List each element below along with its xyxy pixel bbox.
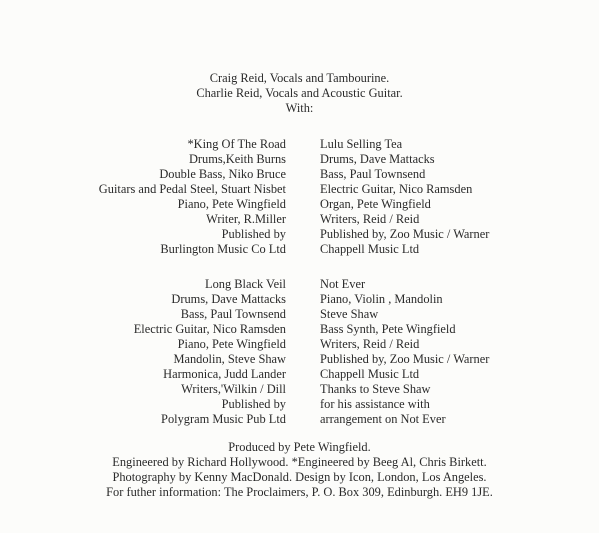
credit-line: for his assistance with [320, 397, 430, 411]
credit-line: Drums, Dave Mattacks [320, 152, 435, 166]
footer-credits [0, 440, 599, 500]
credit-line: Not Ever [320, 277, 366, 291]
section1-left-column [99, 137, 286, 257]
credit-line: Writers, Reid / Reid [320, 337, 420, 351]
credit-line: Electric Guitar, Nico Ramsden [133, 322, 286, 336]
header-line: Craig Reid, Vocals and Tambourine. [209, 71, 390, 85]
header-line: Charlie Reid, Vocals and Acoustic Guitar. [196, 86, 403, 100]
credit-line: Writers, Reid / Reid [320, 212, 420, 226]
credit-line: Long Black Veil [205, 277, 286, 291]
footer-line: For futher information: The Proclaimers, P. O. Box 309, Edinburgh. EH9 1JE. [106, 485, 493, 499]
credit-line: Piano, Violin , Mandolin [320, 292, 443, 306]
credit-line: Chappell Music Ltd [320, 242, 420, 256]
footer-line: Photography by Kenny MacDonald. Design by Icon, London, Los Angeles. [112, 470, 487, 484]
credit-line: Bass, Paul Townsend [180, 307, 286, 321]
credit-line: Double Bass, Niko Bruce [159, 167, 286, 181]
credit-line: Bass Synth, Pete Wingfield [320, 322, 456, 336]
header-line: With: [285, 101, 314, 115]
credit-line: Thanks to Steve Shaw [320, 382, 431, 396]
credit-line: arrangement on Not Ever [320, 412, 446, 426]
credit-line: Published by, Zoo Music / Warner [320, 227, 490, 241]
credit-line: Electric Guitar, Nico Ramsden [320, 182, 473, 196]
credit-line: Piano, Pete Wingfield [177, 197, 286, 211]
credit-line: Published by [221, 397, 286, 411]
credit-line: Organ, Pete Wingfield [320, 197, 431, 211]
section1-right-column [320, 137, 489, 257]
credit-line: Lulu Selling Tea [320, 137, 403, 151]
credit-line: Burlington Music Co Ltd [160, 242, 286, 256]
credit-line: Piano, Pete Wingfield [177, 337, 286, 351]
credit-line: Polygram Music Pub Ltd [161, 412, 286, 426]
header-credits [0, 71, 599, 116]
footer-line: Produced by Pete Wingfield. [228, 440, 371, 454]
credit-line: Chappell Music Ltd [320, 367, 420, 381]
credit-line: Published by, Zoo Music / Warner [320, 352, 490, 366]
credit-line: Steve Shaw [320, 307, 379, 321]
footer-line: Engineered by Richard Hollywood. *Engineered by Beeg Al, Chris Birkett. [112, 455, 487, 469]
credit-line: Mandolin, Steve Shaw [173, 352, 286, 366]
credit-line: Guitars and Pedal Steel, Stuart Nisbet [98, 182, 286, 196]
credit-line: Drums, Dave Mattacks [171, 292, 286, 306]
credit-line: *King Of The Road [187, 137, 286, 151]
credit-line: Writer, R.Miller [206, 212, 286, 226]
section2-left-column [134, 277, 286, 427]
credit-line: Bass, Paul Townsend [320, 167, 426, 181]
credit-line: Published by [221, 227, 286, 241]
credit-line: Drums,Keith Burns [188, 152, 286, 166]
credit-line: Harmonica, Judd Lander [163, 367, 286, 381]
section2-right-column [320, 277, 489, 427]
credit-line: Writers,'Wilkin / Dill [181, 382, 286, 396]
